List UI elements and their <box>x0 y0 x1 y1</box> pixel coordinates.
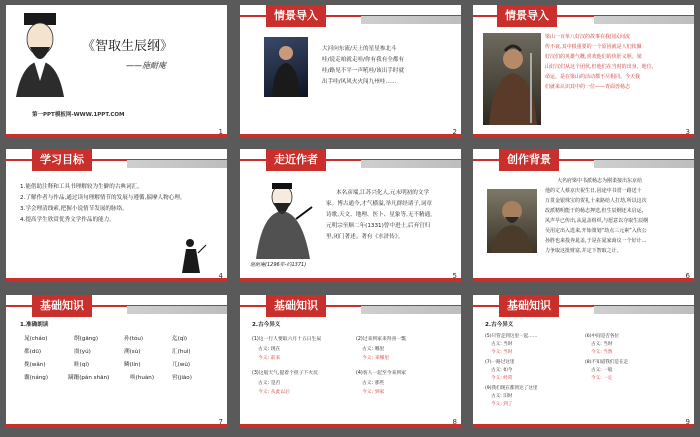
pinyin-r4-c2: 蹒跚(pán shān) <box>68 375 110 381</box>
slide-header <box>6 295 227 317</box>
item-1-old: 古义: 现在 <box>258 347 281 352</box>
slide-thumbnail-9[interactable] <box>473 295 694 428</box>
slide-footer: 第一PPT模板网-WWW.1PPT.COM <box>32 112 125 118</box>
item-9: (9)我们现在都到达了这里 <box>485 386 538 391</box>
author-line-1: 本名彦端,江苏兴化人,元末明初的文学 <box>336 190 430 196</box>
slide-header <box>240 295 461 317</box>
slide-thumbnail-1[interactable] <box>6 5 227 138</box>
item-9-new: 今义: 到了 <box>491 402 513 407</box>
slide-thumbnail-6[interactable] <box>473 149 694 282</box>
intro-line-1: 梁山一百单八好汉的故事在我国民间流 <box>545 34 631 40</box>
bottom-bar <box>473 278 694 282</box>
slide-number: 4 <box>218 272 223 280</box>
author-caption: 施耐庵(1296年-约1371) <box>250 262 307 268</box>
background-line-3: 万贯金银珠宝的贺礼十来路给人打劫,所以这次 <box>545 198 647 204</box>
slide-thumbnail-8[interactable] <box>240 295 461 428</box>
slide-heading: 学习目标 <box>32 149 92 171</box>
item-2-new: 今义: 来哪里 <box>362 356 390 361</box>
lyrics-line-2: 哇/说走咱就走哇/你有我有全都有 <box>322 57 405 63</box>
item-1: (1)这一行人要取六月十五日生辰 <box>252 337 322 342</box>
pinyin-r3-c1: 挽(wǎn) <box>24 362 46 368</box>
slide-heading: 创作背景 <box>499 149 559 171</box>
item-3-old: 古义: 是否 <box>258 381 281 386</box>
author-line-3: 诗歌,天文、地理、医卜、星象等,无不精通。 <box>326 212 436 218</box>
slide-heading: 走近作者 <box>266 149 326 171</box>
item-7: (7)一路过这里 <box>485 360 515 365</box>
lyrics-line-1: 大河向东流/天上的星星参北斗 <box>322 46 397 52</box>
item-8-old: 古义: 一般 <box>591 368 613 373</box>
slide-heading: 情景导入 <box>266 5 326 27</box>
author-line-4: 元明宗至顺二年(1331)曾中进士,后弃官归 <box>326 223 431 229</box>
slide-header <box>473 149 694 171</box>
item-4-new: 今义: 到家 <box>362 390 385 395</box>
pinyin-r1-c4: 迄(qì) <box>172 336 188 342</box>
pinyin-r4-c4: 窖(jiào) <box>172 375 192 381</box>
slide-heading: 基础知识 <box>266 295 326 317</box>
item-3: (3)这般天气,提着个担子下火坑 <box>252 371 318 376</box>
item-9-old: 古义: 旧时 <box>491 394 513 399</box>
bottom-bar <box>6 424 227 428</box>
background-line-2: 他的丈人蔡京庆祝生日,因途中书赏一路送十 <box>545 188 642 194</box>
slide-thumbnail-7[interactable] <box>6 295 227 428</box>
slide-header <box>6 149 227 171</box>
item-6: (6)中间是否各位 <box>585 334 620 339</box>
pinyin-r1-c3: 孙(tóu) <box>124 336 144 342</box>
character-photo <box>487 189 537 253</box>
slide-author: ——施耐庵 <box>126 61 166 70</box>
item-8-new: 今义: 一定 <box>591 376 613 381</box>
item-7-new: 今义: 经常 <box>491 376 513 381</box>
slide-thumbnail-5[interactable] <box>240 149 461 282</box>
lyrics-line-4: 出手哇/风风火火闯九州哇…… <box>322 79 397 85</box>
lyrics-line-3: 哇/路见不平一声吼哇/该出手时就 <box>322 68 405 74</box>
slide-thumbnail-4[interactable] <box>6 149 227 282</box>
item-8: (8)不知道我们是在走 <box>585 360 629 365</box>
goal-1: 1.能借助注释和工具书理解较为生僻的古典词汇。 <box>20 184 143 190</box>
item-5-old: 古义: 当时 <box>491 342 513 347</box>
author-line-2: 家。博古通今,才气横溢,举凡群经诸子,词章 <box>326 201 433 207</box>
pinyin-r3-c4: 兀(wù) <box>172 362 191 368</box>
intro-line-4: 山好汉们从这个团伙,但他们在当时的出身、地位、 <box>545 64 657 70</box>
background-line-7: 孙胜也来投奔晁盖,于是在晁家商议一个好计… <box>545 238 647 244</box>
pinyin-r2-c1: 都(dū) <box>24 349 42 355</box>
bottom-bar <box>473 134 694 138</box>
warrior-photo <box>483 33 541 125</box>
goal-2: 2.了解作者与作品,通过读句理解情节的发展与遵循,揣摩人物心理。 <box>20 195 186 201</box>
item-3-new: 今义: 从此以后 <box>258 390 290 395</box>
intro-line-6: 们就来认识其中的一位——青面兽杨志 <box>545 84 631 90</box>
slide-thumbnail-3[interactable] <box>473 5 694 138</box>
scholar-silhouette <box>168 235 208 273</box>
item-4-old: 古义: 那些 <box>362 381 385 386</box>
bottom-bar <box>240 134 461 138</box>
slide-number: 8 <box>452 418 457 426</box>
slide-header <box>240 149 461 171</box>
slide-header <box>473 5 694 27</box>
background-line-8: 力争取这批财富,并定下智取之计。 <box>545 248 622 254</box>
pinyin-r1-c1: 晁(cháo) <box>24 336 48 342</box>
slide-number: 2 <box>452 128 457 136</box>
pinyin-r2-c4: 汇(huì) <box>172 349 191 355</box>
pinyin-r4-c3: 唤(huàn) <box>130 375 155 381</box>
author-line-5: 里,闭门著述。著有《水浒传》。 <box>326 234 404 240</box>
item-4: (4)客人一起至今来到家 <box>356 371 406 376</box>
item-7-old: 古义: 如今 <box>491 368 513 373</box>
item-5: (5)只管走到这里一起…… <box>485 334 538 339</box>
intro-line-2: 传不衰,其中根重要的一个原因就是人们钦佩 <box>545 44 642 50</box>
slide-thumbnail-2[interactable] <box>240 5 461 138</box>
bottom-bar <box>240 424 461 428</box>
slide-number: 1 <box>218 128 223 136</box>
author-ink-portrait <box>252 179 316 259</box>
section-subtitle: 1.准确朗读 <box>20 322 49 328</box>
item-1-new: 今义: 前来 <box>258 356 281 361</box>
item-5-new: 今义: 当时 <box>491 350 513 355</box>
slide-header <box>240 5 461 27</box>
background-line-6: 吴用定出入选来,开始策划“劫点三元素”入伙公 <box>545 228 647 234</box>
bottom-bar <box>6 134 227 138</box>
singer-photo <box>264 37 308 97</box>
bottom-bar <box>473 424 694 428</box>
intro-line-3: 好汉们的英雄气概,喜欢他们的侠肝义胆。梁 <box>545 54 642 60</box>
slide-number: 5 <box>452 272 457 280</box>
item-2: (2)过来到家来拜喜一瓢 <box>356 337 406 342</box>
intro-line-5: 命运、是在梁山的活动都不尽相同。今天我 <box>545 74 641 80</box>
pinyin-r2-c2: 虞(yú) <box>74 349 91 355</box>
slide-heading: 情景导入 <box>497 5 557 27</box>
slide-header <box>473 295 694 317</box>
background-line-1: 大名府梁中书派杨志为刚柔接出东京给 <box>557 178 643 184</box>
slide-number: 6 <box>685 272 690 280</box>
pinyin-r3-c2: 畦(qí) <box>74 362 90 368</box>
pinyin-r1-c2: 纲(gāng) <box>74 336 99 342</box>
slide-number: 7 <box>218 418 223 426</box>
slide-heading: 基础知识 <box>499 295 559 317</box>
portrait-ink-painting <box>12 11 68 97</box>
section-subtitle: 2.古今异义 <box>485 322 514 328</box>
item-6-old: 古义: 当时 <box>591 342 613 347</box>
goal-3: 3.学会理清线索,把握小说情节发展的脉络。 <box>20 206 128 212</box>
item-6-new: 今义: 当然 <box>591 350 613 355</box>
slide-number: 3 <box>685 128 690 136</box>
bottom-bar <box>240 278 461 282</box>
pinyin-r2-c3: 溯(sù) <box>124 349 141 355</box>
background-line-4: 改派精明能干的杨志押送,但生辰纲还未启运, <box>545 208 644 214</box>
section-subtitle: 2.古今异义 <box>252 322 281 328</box>
bottom-bar <box>6 278 227 282</box>
background-line-5: 风声早已传出,从晁盖组织,与愿意以夺取生辰纲 <box>545 218 649 224</box>
pinyin-r4-c1: 囊(náng) <box>24 375 49 381</box>
pinyin-r3-c3: 鳞(lín) <box>124 362 141 368</box>
slide-title: 《智取生辰纲》 <box>82 39 174 54</box>
goal-4: 4.提高学生欣赏优秀文学作品的能力。 <box>20 217 115 223</box>
slide-number: 9 <box>685 418 690 426</box>
item-2-old: 古义: 哪里 <box>362 347 385 352</box>
slide-heading: 基础知识 <box>32 295 92 317</box>
